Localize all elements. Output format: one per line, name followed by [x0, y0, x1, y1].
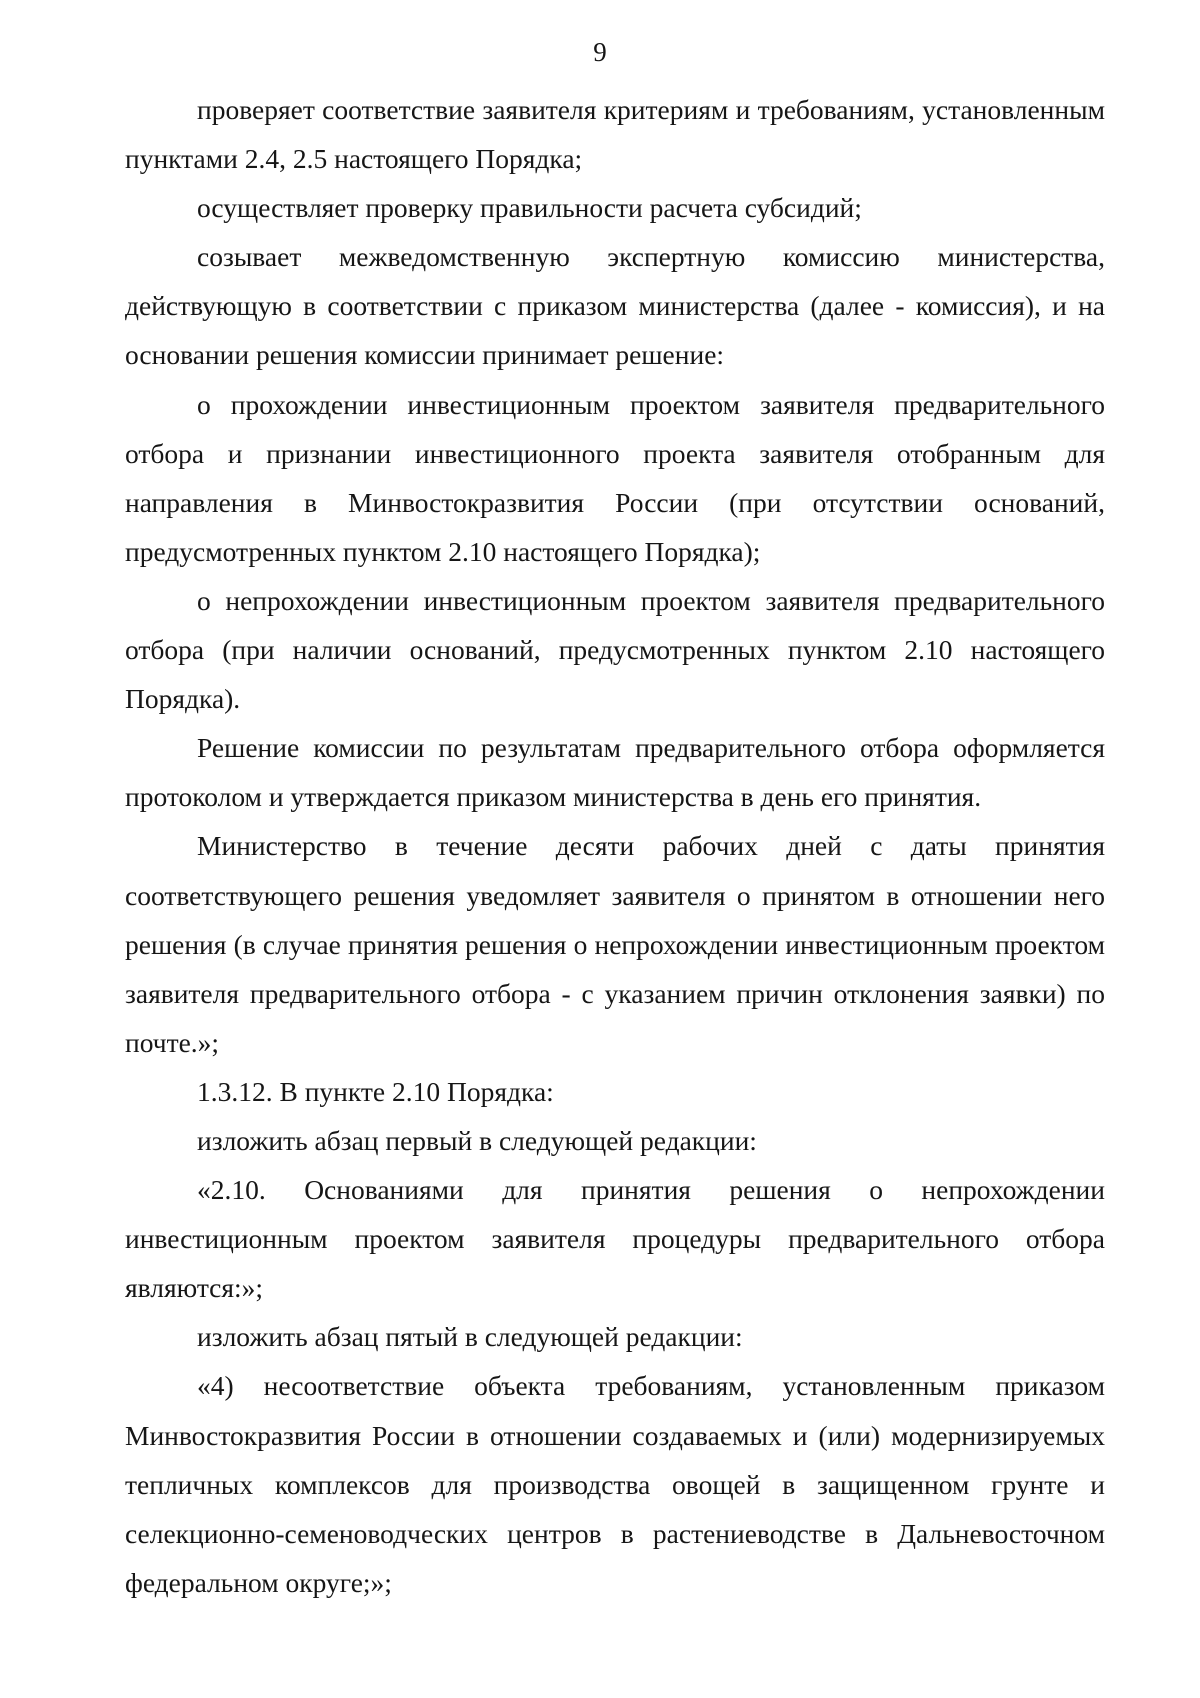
paragraph-item-4: «4) несоответствие объекта требованиям, установленным приказом Минвостокразвития России в отношении создаваемых и (или) модернизируемых тепличных комплексов для производства овощей в защищенном грунте и селекционно-семеноводческих центров в растениеводстве в Дальневосточном федеральном округе;»;	[125, 1370, 1105, 1598]
paragraph-ministry-notification: Министерство в течение десяти рабочих дней с даты принятия соответствующего решения уведомляет заявителя о принятом в отношении него решения (в случае принятия решения о непрохождении инвестиционным проектом заявителя предварительного отбора - с указанием причин отклонения заявки) по почте.»;	[125, 830, 1105, 1058]
paragraph-selection-passed: о прохождении инвестиционным проектом заявителя предварительного отбора и признании инвестиционного проекта заявителя отобранным для направления в Минвостокразвития России (при отсутствии оснований, предусмотренных пунктом 2.10 настоящего Порядка);	[125, 388, 1105, 567]
paragraph-amend-fifth: изложить абзац пятый в следующей редакции:	[197, 1321, 743, 1353]
paragraph-commission-decision: Решение комиссии по результатам предварительного отбора оформляется протоколом и утверждается приказом министерства в день его принятия.	[125, 732, 1105, 813]
document-body	[125, 85, 1105, 1607]
paragraph-clause-1-3-12: 1.3.12. В пункте 2.10 Порядка:	[197, 1075, 554, 1107]
page-number: 9	[593, 37, 607, 67]
paragraph-convene-commission: созывает межведомственную экспертную комиссию министерства, действующую в соответствии с приказом министерства (далее - комиссия), и на основании решения комиссии принимает решение:	[125, 241, 1105, 371]
paragraph-check-calculation: осуществляет проверку правильности расчета субсидий;	[197, 192, 862, 224]
paragraph-clause-2-10: «2.10. Основаниями для принятия решения о непрохождении инвестиционным проектом заявителя процедуры предварительного отбора являются:»;	[125, 1174, 1105, 1304]
paragraph-selection-failed: о непрохождении инвестиционным проектом заявителя предварительного отбора (при наличии оснований, предусмотренных пунктом 2.10 настоящего Порядка).	[125, 584, 1105, 715]
paragraph-amend-first: изложить абзац первый в следующей редакции:	[197, 1124, 757, 1156]
paragraph-check-compliance: проверяет соответствие заявителя критериям и требованиям, установленным пунктами 2.4, 2.5 настоящего Порядка;	[125, 94, 1105, 175]
